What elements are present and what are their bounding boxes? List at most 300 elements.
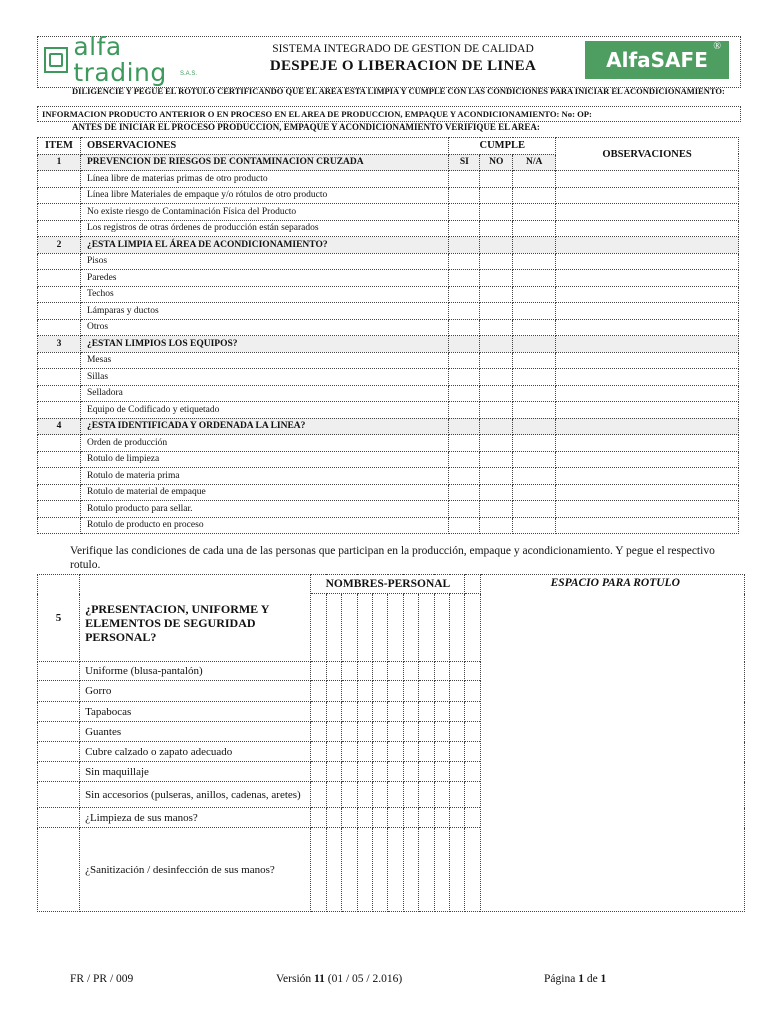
cumple-no-cell[interactable]: [480, 435, 513, 452]
check-item-label: Línea libre de materias primas de otro producto: [80, 171, 448, 188]
version-label: Versión: [276, 973, 312, 985]
personnel-name-cell[interactable]: [326, 594, 341, 662]
personnel-note: Verifique las condiciones de cada una de las personas que participan en la producción, empaque y acondicionamiento. Y pegue el respectivo rotulo.: [70, 545, 715, 571]
logo-text: alfa trading: [73, 32, 167, 87]
personnel-check-cell[interactable]: [357, 702, 372, 722]
logo-square-icon: [44, 47, 68, 73]
personnel-check-cell[interactable]: [388, 681, 403, 702]
personnel-check-cell[interactable]: [434, 808, 449, 828]
personnel-check-cell[interactable]: [419, 828, 434, 912]
item-number-cell: [38, 702, 80, 722]
table-row: [38, 369, 739, 386]
table-row: [38, 385, 739, 402]
observation-cell[interactable]: [556, 253, 739, 270]
personnel-check-cell[interactable]: [403, 662, 418, 681]
personnel-check-label: ¿Limpieza de sus manos?: [80, 808, 311, 828]
personnel-check-cell[interactable]: [342, 808, 357, 828]
personnel-name-cell[interactable]: [342, 594, 357, 662]
cumple-no-cell[interactable]: [480, 468, 513, 485]
cumple-no-cell[interactable]: [480, 171, 513, 188]
personnel-check-cell[interactable]: [403, 828, 418, 912]
personnel-check-cell[interactable]: [419, 742, 434, 762]
form-code: FR / PR / 009: [70, 973, 134, 985]
personnel-check-cell[interactable]: [311, 662, 326, 681]
personnel-check-cell[interactable]: [311, 681, 326, 702]
personnel-check-cell[interactable]: [373, 782, 388, 808]
check-item-label: Selladora: [80, 385, 448, 402]
personnel-check-label: Tapabocas: [80, 702, 311, 722]
table-row: [38, 253, 739, 270]
personnel-check-cell[interactable]: [434, 681, 449, 702]
personnel-name-cell[interactable]: [388, 594, 403, 662]
cumple-na-cell[interactable]: [513, 270, 556, 287]
personnel-check-cell[interactable]: [450, 681, 465, 702]
cumple-si-cell[interactable]: [449, 468, 480, 485]
personnel-name-cell[interactable]: [450, 594, 465, 662]
cumple-no-cell[interactable]: [480, 517, 513, 534]
personnel-check-cell[interactable]: [434, 762, 449, 782]
instruction-text: DILIGENCIE Y PEGUE EL ROTULO CERTIFICANDO QUE EL AREA ESTA LIMPIA Y CUMPLE CON LAS CONDICIONES PARA INICIAR EL ACONDICIONAMIENTO:: [72, 86, 725, 96]
cumple-si-cell[interactable]: [449, 435, 480, 452]
section-title: PREVENCION DE RIESGOS DE CONTAMINACION CRUZADA: [80, 154, 448, 171]
personnel-check-cell[interactable]: [357, 681, 372, 702]
section-title: ¿ESTAN LIMPIOS LOS EQUIPOS?: [80, 336, 448, 353]
observation-cell[interactable]: [556, 319, 739, 336]
cumple-no-cell[interactable]: [480, 369, 513, 386]
observation-cell[interactable]: [556, 484, 739, 501]
personnel-check-cell[interactable]: [388, 762, 403, 782]
observation-cell[interactable]: [556, 187, 739, 204]
logo-suffix: S.A.S.: [180, 71, 198, 77]
personnel-check-cell[interactable]: [450, 808, 465, 828]
cumple-no-cell[interactable]: [480, 286, 513, 303]
names-header: NOMBRES-PERSONAL: [311, 575, 465, 594]
personnel-check-cell[interactable]: [388, 742, 403, 762]
table-row: [38, 517, 739, 534]
personnel-check-cell[interactable]: [419, 681, 434, 702]
cumple-si-cell[interactable]: [449, 270, 480, 287]
item-number-cell: [38, 270, 81, 287]
section-title: ¿ESTA LIMPIA EL ÁREA DE ACONDICIONAMIENTO?: [80, 237, 448, 254]
personnel-check-cell[interactable]: [388, 662, 403, 681]
cumple-na-cell[interactable]: [513, 336, 556, 353]
personnel-check-cell[interactable]: [342, 662, 357, 681]
cumple-na-cell[interactable]: [513, 204, 556, 221]
item-number-cell: [38, 187, 81, 204]
check-item-label: Rotulo de material de empaque: [80, 484, 448, 501]
observation-cell[interactable]: [556, 237, 739, 254]
cumple-na-cell[interactable]: [513, 220, 556, 237]
cumple-no-cell[interactable]: [480, 352, 513, 369]
cumple-no-cell[interactable]: [480, 220, 513, 237]
cumple-na-cell[interactable]: [513, 484, 556, 501]
col-si-header: SI: [449, 154, 480, 171]
item-number-cell: [38, 501, 81, 518]
system-name: SISTEMA INTEGRADO DE GESTION DE CALIDAD: [272, 43, 534, 55]
cumple-si-cell[interactable]: [449, 303, 480, 320]
personnel-check-cell[interactable]: [403, 702, 418, 722]
col-obs-header: OBSERVACIONES: [80, 138, 448, 155]
observation-cell[interactable]: [556, 501, 739, 518]
personnel-check-cell[interactable]: [311, 742, 326, 762]
personnel-check-cell[interactable]: [403, 782, 418, 808]
cumple-no-cell[interactable]: [480, 253, 513, 270]
cumple-na-cell[interactable]: [513, 468, 556, 485]
table-row: [38, 319, 739, 336]
section-number: 4: [38, 418, 81, 435]
cumple-si-cell[interactable]: [449, 336, 480, 353]
table-row: [38, 352, 739, 369]
personnel-check-cell[interactable]: [326, 702, 341, 722]
observation-cell[interactable]: [556, 171, 739, 188]
item-number-cell: [38, 484, 81, 501]
table-row: [38, 402, 739, 419]
cumple-na-cell[interactable]: [513, 418, 556, 435]
personnel-check-cell[interactable]: [450, 722, 465, 742]
label-space[interactable]: [481, 575, 745, 912]
page-number: [544, 973, 606, 985]
personnel-check-cell[interactable]: [373, 808, 388, 828]
cumple-si-cell[interactable]: [449, 187, 480, 204]
cumple-no-cell[interactable]: [480, 187, 513, 204]
personnel-check-cell[interactable]: [311, 722, 326, 742]
personnel-name-cell[interactable]: [403, 594, 418, 662]
personnel-check-cell[interactable]: [434, 662, 449, 681]
cumple-na-cell[interactable]: [513, 451, 556, 468]
personnel-check-cell[interactable]: [465, 742, 481, 762]
personnel-check-cell[interactable]: [342, 828, 357, 912]
personnel-check-cell[interactable]: [403, 681, 418, 702]
cumple-si-cell[interactable]: [449, 220, 480, 237]
cumple-si-cell[interactable]: [449, 484, 480, 501]
cumple-no-cell[interactable]: [480, 303, 513, 320]
personnel-check-cell[interactable]: [326, 828, 341, 912]
cumple-na-cell[interactable]: [513, 369, 556, 386]
personnel-check-cell[interactable]: [450, 828, 465, 912]
item-number-cell: [38, 352, 81, 369]
personnel-check-cell[interactable]: [403, 722, 418, 742]
observation-cell[interactable]: [556, 336, 739, 353]
check-item-label: Orden de producción: [80, 435, 448, 452]
check-item-label: Los registros de otras órdenes de producción están separados: [80, 220, 448, 237]
table-row: [38, 286, 739, 303]
personnel-check-cell[interactable]: [419, 662, 434, 681]
personnel-check-cell[interactable]: [465, 722, 481, 742]
personnel-check-cell[interactable]: [373, 742, 388, 762]
table-row: [38, 303, 739, 320]
item-number-cell: [38, 762, 80, 782]
item-number-cell: [38, 742, 80, 762]
personnel-check-label: Sin maquillaje: [80, 762, 311, 782]
personnel-check-cell[interactable]: [450, 762, 465, 782]
item-number-cell: [38, 369, 81, 386]
check-item-label: No existe riesgo de Contaminación Física del Producto: [80, 204, 448, 221]
check-item-label: Sillas: [80, 369, 448, 386]
personnel-check-cell[interactable]: [326, 681, 341, 702]
cumple-no-cell[interactable]: [480, 270, 513, 287]
col-observaciones-header: OBSERVACIONES: [556, 138, 739, 171]
personnel-check-cell[interactable]: [326, 742, 341, 762]
personnel-check-cell[interactable]: [388, 782, 403, 808]
personnel-check-cell[interactable]: [434, 828, 449, 912]
page-total: 1: [600, 973, 607, 985]
cumple-na-cell[interactable]: [513, 352, 556, 369]
observation-cell[interactable]: [556, 286, 739, 303]
observation-cell[interactable]: [556, 418, 739, 435]
table-row: [38, 435, 739, 452]
observation-cell[interactable]: [556, 220, 739, 237]
cumple-na-cell[interactable]: [513, 501, 556, 518]
personnel-check-label: Gorro: [80, 681, 311, 702]
table-row: [38, 187, 739, 204]
section-5-title: ¿PRESENTACION, UNIFORME Y ELEMENTOS DE SEGURIDAD PERSONAL?: [80, 575, 311, 662]
document-header: [37, 32, 741, 88]
personnel-check-cell[interactable]: [373, 702, 388, 722]
cumple-si-cell[interactable]: [449, 237, 480, 254]
personnel-check-cell[interactable]: [419, 702, 434, 722]
col-na-header: N/A: [513, 154, 556, 171]
personnel-check-cell[interactable]: [357, 782, 372, 808]
personnel-check-label: Sin accesorios (pulseras, anillos, cadenas, aretes): [80, 782, 311, 808]
personnel-name-cell[interactable]: [465, 594, 481, 662]
personnel-check-cell[interactable]: [450, 782, 465, 808]
observation-cell[interactable]: [556, 303, 739, 320]
cumple-si-cell[interactable]: [449, 402, 480, 419]
check-item-label: Otros: [80, 319, 448, 336]
personnel-check-cell[interactable]: [326, 722, 341, 742]
personnel-check-cell[interactable]: [388, 828, 403, 912]
personnel-check-cell[interactable]: [373, 762, 388, 782]
table-row: [38, 501, 739, 518]
cumple-no-cell[interactable]: [480, 402, 513, 419]
personnel-check-cell[interactable]: [342, 782, 357, 808]
item-number-cell: [38, 828, 80, 912]
cumple-na-cell[interactable]: [513, 402, 556, 419]
cumple-na-cell[interactable]: [513, 187, 556, 204]
cumple-si-cell[interactable]: [449, 204, 480, 221]
personnel-check-cell[interactable]: [419, 762, 434, 782]
personnel-check-cell[interactable]: [326, 662, 341, 681]
check-item-label: Lámparas y ductos: [80, 303, 448, 320]
personnel-check-cell[interactable]: [465, 662, 481, 681]
observation-cell[interactable]: [556, 517, 739, 534]
personnel-check-cell[interactable]: [357, 828, 372, 912]
personnel-check-cell[interactable]: [373, 722, 388, 742]
personnel-check-cell[interactable]: [465, 828, 481, 912]
info-line-box[interactable]: [37, 106, 741, 122]
cumple-no-cell[interactable]: [480, 237, 513, 254]
item-number-cell: [38, 385, 81, 402]
personnel-check-cell[interactable]: [450, 702, 465, 722]
check-item-label: Rotulo de producto en proceso: [80, 517, 448, 534]
personnel-check-cell[interactable]: [342, 681, 357, 702]
personnel-check-cell[interactable]: [419, 808, 434, 828]
cumple-no-cell[interactable]: [480, 501, 513, 518]
personnel-check-cell[interactable]: [326, 808, 341, 828]
col-item-header: ITEM: [38, 138, 81, 155]
personnel-check-cell[interactable]: [450, 742, 465, 762]
personnel-check-cell[interactable]: [357, 662, 372, 681]
item-number-cell: [38, 468, 81, 485]
personnel-check-cell[interactable]: [388, 702, 403, 722]
table-row: [38, 451, 739, 468]
section-number: 2: [38, 237, 81, 254]
personnel-check-cell[interactable]: [311, 762, 326, 782]
cumple-no-cell[interactable]: [480, 336, 513, 353]
personnel-check-cell[interactable]: [434, 782, 449, 808]
check-item-label: Paredes: [80, 270, 448, 287]
check-item-label: Rotulo de materia prima: [80, 468, 448, 485]
names-spacer-cell: [465, 575, 481, 594]
personnel-check-cell[interactable]: [357, 742, 372, 762]
personnel-check-cell[interactable]: [357, 722, 372, 742]
col-cumple-header: CUMPLE: [449, 138, 556, 155]
personnel-check-cell[interactable]: [311, 808, 326, 828]
personnel-name-cell[interactable]: [434, 594, 449, 662]
personnel-check-cell[interactable]: [434, 702, 449, 722]
cumple-si-cell[interactable]: [449, 286, 480, 303]
col-no-header: NO: [480, 154, 513, 171]
cumple-si-cell[interactable]: [449, 171, 480, 188]
personnel-check-cell[interactable]: [342, 722, 357, 742]
cumple-si-cell[interactable]: [449, 517, 480, 534]
cumple-no-cell[interactable]: [480, 319, 513, 336]
cumple-na-cell[interactable]: [513, 171, 556, 188]
observation-cell[interactable]: [556, 451, 739, 468]
cumple-no-cell[interactable]: [480, 418, 513, 435]
check-item-label: Mesas: [80, 352, 448, 369]
personnel-check-cell[interactable]: [465, 808, 481, 828]
item-number-cell: [38, 517, 81, 534]
page-current: 1: [578, 973, 584, 985]
observation-cell[interactable]: [556, 385, 739, 402]
personnel-check-cell[interactable]: [373, 662, 388, 681]
personnel-check-cell[interactable]: [465, 762, 481, 782]
personnel-check-cell[interactable]: [388, 722, 403, 742]
cumple-na-cell[interactable]: [513, 385, 556, 402]
personnel-check-cell[interactable]: [342, 762, 357, 782]
item-number-cell: [38, 220, 81, 237]
personnel-check-cell[interactable]: [403, 808, 418, 828]
cumple-no-cell[interactable]: [480, 484, 513, 501]
check-item-label: Rotulo de limpieza: [80, 451, 448, 468]
observation-cell[interactable]: [556, 352, 739, 369]
item-number-cell: [38, 171, 81, 188]
cumple-si-cell[interactable]: [449, 369, 480, 386]
observation-cell[interactable]: [556, 369, 739, 386]
personnel-check-cell[interactable]: [311, 828, 326, 912]
personnel-check-cell[interactable]: [434, 722, 449, 742]
personnel-check-cell[interactable]: [311, 782, 326, 808]
page-label: Página: [544, 973, 576, 985]
item-number-cell: [38, 253, 81, 270]
cumple-na-cell[interactable]: [513, 517, 556, 534]
personnel-check-cell[interactable]: [373, 828, 388, 912]
item-number-cell: [38, 204, 81, 221]
table-row: [38, 468, 739, 485]
personnel-name-cell[interactable]: [419, 594, 434, 662]
personnel-check-cell[interactable]: [434, 742, 449, 762]
cumple-si-cell[interactable]: [449, 319, 480, 336]
cumple-na-cell[interactable]: [513, 237, 556, 254]
personnel-check-cell[interactable]: [465, 681, 481, 702]
personnel-check-cell[interactable]: [342, 702, 357, 722]
observation-cell[interactable]: [556, 468, 739, 485]
item-number-cell: [38, 402, 81, 419]
table-row: [38, 171, 739, 188]
cumple-si-cell[interactable]: [449, 253, 480, 270]
personnel-name-cell[interactable]: [373, 594, 388, 662]
cumple-no-cell[interactable]: [480, 204, 513, 221]
cumple-na-cell[interactable]: [513, 435, 556, 452]
personnel-name-cell[interactable]: [311, 594, 326, 662]
check-item-label: Pisos: [80, 253, 448, 270]
page-title: DESPEJE O LIBERACION DE LINEA: [269, 58, 537, 74]
section-5-number: 5: [38, 575, 80, 662]
personnel-check-cell[interactable]: [419, 722, 434, 742]
cumple-si-cell[interactable]: [449, 352, 480, 369]
personnel-check-cell[interactable]: [326, 762, 341, 782]
cumple-si-cell[interactable]: [449, 385, 480, 402]
cumple-no-cell[interactable]: [480, 451, 513, 468]
personnel-check-label: Uniforme (blusa-pantalón): [80, 662, 311, 681]
check-item-label: Línea libre Materiales de empaque y/o rótulos de otro producto: [80, 187, 448, 204]
personnel-check-cell[interactable]: [465, 782, 481, 808]
alfa-trading-logo: [40, 32, 212, 87]
personnel-check-cell[interactable]: [388, 808, 403, 828]
item-number-cell: [38, 782, 80, 808]
personnel-check-cell[interactable]: [357, 762, 372, 782]
personnel-check-cell[interactable]: [403, 742, 418, 762]
item-number-cell: [38, 435, 81, 452]
cumple-na-cell[interactable]: [513, 319, 556, 336]
cumple-no-cell[interactable]: [480, 385, 513, 402]
cumple-na-cell[interactable]: [513, 286, 556, 303]
personnel-check-cell[interactable]: [403, 762, 418, 782]
cumple-na-cell[interactable]: [513, 303, 556, 320]
cumple-na-cell[interactable]: [513, 253, 556, 270]
item-number-cell: [38, 808, 80, 828]
section-number: 1: [38, 154, 81, 171]
cumple-si-cell[interactable]: [449, 501, 480, 518]
personnel-check-cell[interactable]: [465, 702, 481, 722]
item-number-cell: [38, 286, 81, 303]
personnel-check-cell[interactable]: [342, 742, 357, 762]
observation-cell[interactable]: [556, 204, 739, 221]
version-number: 11: [314, 973, 325, 985]
observation-cell[interactable]: [556, 402, 739, 419]
form-version: [276, 973, 402, 985]
page-of: de: [586, 973, 598, 985]
label-space-title: ESPACIO PARA ROTULO: [550, 577, 680, 589]
section-title: ¿ESTA IDENTIFICADA Y ORDENADA LA LINEA?: [80, 418, 448, 435]
observation-cell[interactable]: [556, 270, 739, 287]
personnel-check-cell[interactable]: [373, 681, 388, 702]
check-item-label: Techos: [80, 286, 448, 303]
personnel-check-cell[interactable]: [326, 782, 341, 808]
personnel-name-cell[interactable]: [357, 594, 372, 662]
observation-cell[interactable]: [556, 435, 739, 452]
personnel-check-cell[interactable]: [357, 808, 372, 828]
personnel-check-cell[interactable]: [450, 662, 465, 681]
item-number-cell: [38, 722, 80, 742]
personnel-check-cell[interactable]: [311, 702, 326, 722]
personnel-check-label: Guantes: [80, 722, 311, 742]
personnel-check-cell[interactable]: [419, 782, 434, 808]
cumple-si-cell[interactable]: [449, 418, 480, 435]
checklist-table: [37, 137, 739, 534]
cumple-si-cell[interactable]: [449, 451, 480, 468]
